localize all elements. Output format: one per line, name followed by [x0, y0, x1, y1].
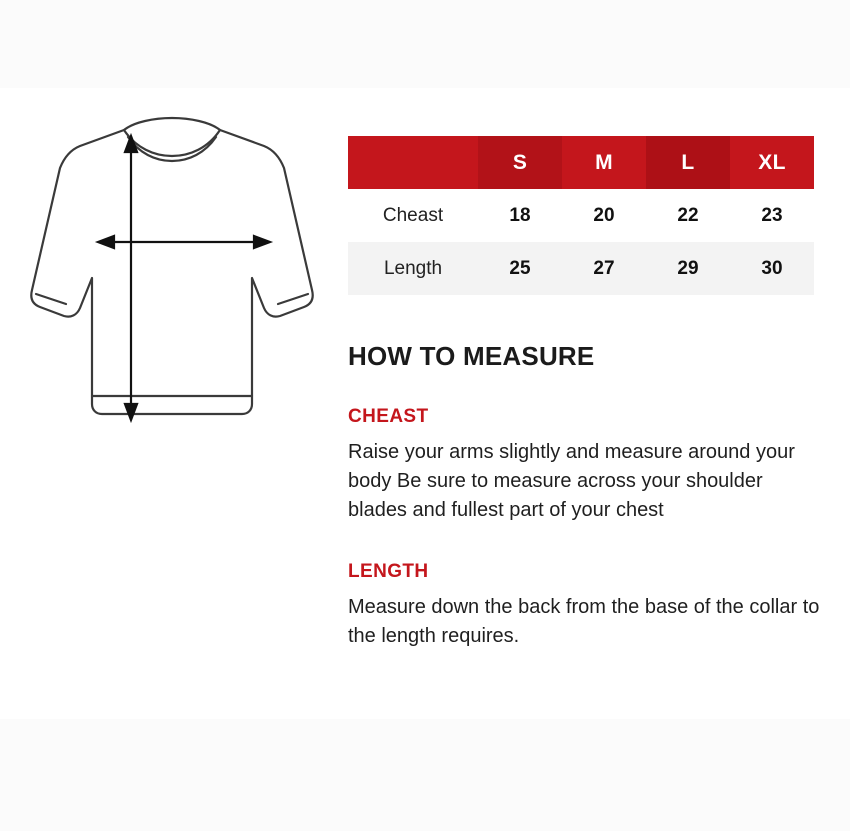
length-l-value: 29 [646, 242, 730, 295]
size-table-body [348, 189, 814, 295]
cheast-l-value: 22 [646, 189, 730, 242]
table-row [348, 242, 814, 295]
measure-section-cheast [348, 406, 828, 525]
header-cell-m: M [562, 136, 646, 189]
info-panel [348, 136, 828, 651]
size-table-header-row [348, 136, 814, 189]
size-table [348, 136, 814, 295]
cheast-s-value: 18 [478, 189, 562, 242]
table-row [348, 189, 814, 242]
garment-illustration [12, 108, 332, 448]
size-table-head [348, 136, 814, 189]
row-label-cheast: Cheast [348, 189, 478, 242]
header-cell-xl: XL [730, 136, 814, 189]
how-to-measure-title: HOW TO MEASURE [348, 341, 595, 371]
top-background-band [0, 0, 850, 88]
cheast-xl-value: 23 [730, 189, 814, 242]
length-xl-value: 30 [730, 242, 814, 295]
header-cell-blank [348, 136, 478, 189]
length-m-value: 27 [562, 242, 646, 295]
measure-section-length [348, 561, 828, 651]
row-label-length: Length [348, 242, 478, 295]
section-title-length: LENGTH [348, 561, 429, 582]
section-body-length: Measure down the back from the base of the collar to the length requires. [348, 596, 820, 647]
section-title-cheast: CHEAST [348, 406, 429, 427]
header-cell-l: L [646, 136, 730, 189]
bottom-background-band [0, 719, 850, 831]
content-area [0, 88, 850, 719]
header-cell-s: S [478, 136, 562, 189]
section-body-cheast: Raise your arms slightly and measure around your body Be sure to measure across your shoulder blades and fullest part of your chest [348, 441, 795, 521]
cheast-m-value: 20 [562, 189, 646, 242]
length-s-value: 25 [478, 242, 562, 295]
